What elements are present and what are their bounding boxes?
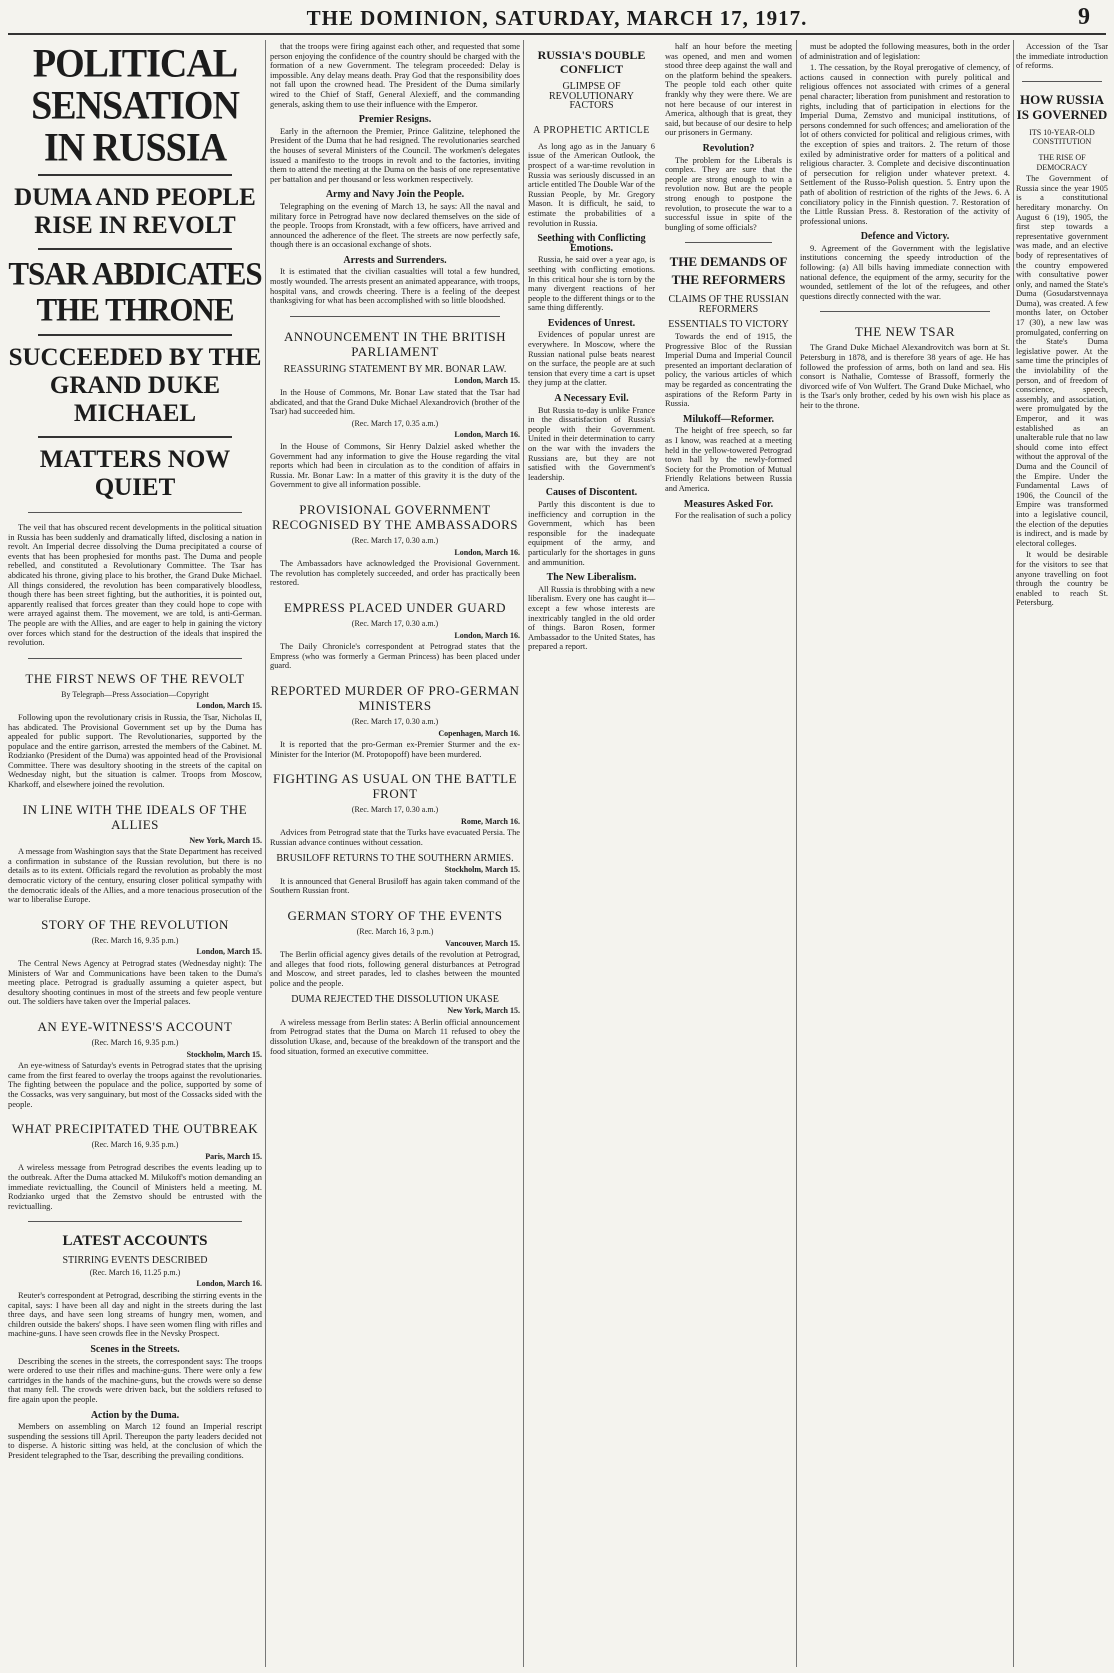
dateline: New York, March 15.: [447, 1006, 520, 1016]
section-heading: ANNOUNCEMENT IN THE BRITISH PARLIAMENT: [283, 328, 507, 359]
article-paragraph: Evidences of popular unrest are everywhere. In Moscow, where the Russian national pulse beats nearest on the surface, the people are at such tension that every time a cart is upset they jump at the clatter.: [528, 330, 655, 388]
dateline: London, March 16.: [454, 547, 520, 557]
dateline: London, March 15.: [454, 376, 520, 386]
subheading: Army and Navy Join the People.: [325, 189, 465, 201]
section-heading: A PROPHETIC ARTICLE: [533, 124, 650, 136]
section-heading: EMPRESS PLACED UNDER GUARD: [283, 599, 507, 615]
received-line: (Rec. March 17, 0.30 a.m.): [351, 805, 439, 815]
subsection-heading: ESSENTIALS TO VICTORY: [668, 319, 789, 331]
main-headline: POLITICAL SENSATION IN RUSSIA: [31, 41, 239, 171]
subheading: Premier Resigns.: [358, 114, 432, 126]
dateline: London, March 16.: [454, 430, 520, 440]
column-4: [800, 40, 1010, 1669]
dateline: London, March 16.: [196, 1279, 262, 1289]
divider: [685, 242, 772, 243]
headline-grand-duke: SUCCEEDED BY THE GRAND DUKE MICHAEL: [8, 344, 262, 427]
subheading: Milukoff—Reformer.: [683, 413, 774, 425]
intro-paragraph: The veil that has obscured recent developments in the political situation in Russia has been suddenly and dramatically lifted, disclosing a nation in revolt. An Imperial decree dissolving the Duma precipitated a course of events that has been prophesied for months past. The Duma and people rebelled, and constituted a Revolutionary Committee. The Tsar has abdicated his throne, giving place to his brother, the Grand Duke Michael. All things considered, the revolution has been comparatively bloodless, though there has been street fighting, but the authorities, it is pointed out, apparently realised that forces greater than they could hope to cope with were arrayed against them. The movement, we are told, is anti-German. The people are with the Allies, and are eager to help in gaining the victory over forces which stand for the destruction of the ideals that inspired the revolution.: [8, 523, 262, 648]
subheading: Causes of Discontent.: [545, 487, 638, 499]
received-line: (Rec. March 17, 0.30 a.m.): [351, 535, 439, 545]
dateline: Paris, March 15.: [205, 1151, 262, 1161]
received-line: (Rec. March 16, 9.35 p.m.): [91, 1037, 179, 1047]
divider: [290, 316, 500, 317]
article-paragraph: In the House of Commons, Mr. Bonar Law stated that the Tsar had abdicated, and that the Grand Duke Michael Alexandrovich (brother of the Tsar) had succeeded him.: [270, 388, 520, 417]
dateline: Copenhagen, March 16.: [438, 728, 520, 738]
article-paragraph: Members on assembling on March 12 found an Imperial rescript suspending the sessions till April. Thereupon the party leaders decided not to disperse. A historic sitting was held, at the conclusion of which the President telegraphed to the Tsar, describing the prevailing conditions.: [8, 1422, 262, 1460]
column-divider: [523, 40, 524, 1667]
article-paragraph: Early in the afternoon the Premier, Prince Galitzine, telephoned the President of the Duma that he had resigned. The revolutionaries searched the houses of several Ministers of the Council. The workmen's delegates issued a manifesto to the troops in revolt and to the factories, inviting them to attend the meeting at the Duma on the basis of one representative per battalion and per thousand or less workmen respectively.: [270, 126, 520, 184]
article-paragraph: A message from Washington says that the State Department has received a confirmation in substance of the Russian revolution, but there is no details as to its extent. Officials regard the revolution as probably the most democratic victory of the century, ensuring closer political sympathy with the democratic ideals of the Allies, and a more tenacious prosecution of the war to liberalise Europe.: [8, 847, 262, 905]
article-paragraph: It is estimated that the civilian casualties will total a few hundred, mostly wounded. The arrests present an animated appearance, with troops, hospital vans, and crowds cheering. There is a feeling of the deepest thanksgiving for what has been accomplished with so little bloodshed.: [270, 267, 520, 306]
article-paragraph: It would be desirable for the visitors to see that anyone travelling on foot through the country be enabled to reach St. Petersburg.: [1016, 550, 1108, 608]
article-paragraph: Advices from Petrograd state that the Turks have evacuated Persia. The Russian advance continues without cessation.: [270, 828, 520, 848]
article-paragraph: The Ambassadors have acknowledged the Provisional Government. The revolution has completely succeeded, and order has practically been restored.: [270, 559, 520, 588]
article-paragraph: Describing the scenes in the streets, the correspondent says: The troops were ordered to use their rifles and machine-guns. There were only a few cartridges in the hands of the machine-guns, but the crowds were so dense that many fell. The crowds were driven back, but the soldiers refused to fire again upon the people.: [8, 1356, 262, 1404]
article-paragraph: 9. Agreement of the Government with the legislative institutions concerning the speedy introduction of the following: (a) All bills having immediate connection with national defence, the equipment of the army, security for the wounded, settlement of the lot of the refugees, and other questions directly connected with the war.: [800, 243, 1010, 301]
section-heading: LATEST ACCOUNTS: [62, 1233, 208, 1250]
section-heading: THE FIRST NEWS OF THE REVOLT: [25, 670, 245, 686]
section-heading: FIGHTING AS USUAL ON THE BATTLE FRONT: [272, 771, 518, 802]
article-paragraph: Towards the end of 1915, the Progressive Bloc of the Russian Imperial Duma and Imperial Council presented an important declaration of policy, the various articles of which may be regarded as concentrating the aspirations of the Reform Party in Russia.: [665, 332, 792, 409]
received-line: (Rec. March 16, 11.25 p.m.): [89, 1267, 181, 1277]
masthead: [0, 0, 1114, 40]
dateline: Vancouver, March 15.: [445, 938, 520, 948]
subheading: Measures Asked For.: [683, 498, 774, 510]
article-paragraph: Reuter's correspondent at Petrograd, describing the stirring events in the capital, says: I have been all day and night in the streets during the last three days, and have seen long streams of hungry men, women, and children outside the bakers' shops. I have seen women fling with rifles and machine-guns. I have seen crowds flee in the Nevsky Prospect.: [8, 1291, 262, 1339]
dateline: London, March 15.: [196, 701, 262, 711]
divider: [28, 1221, 242, 1222]
article-paragraph: But Russia to-day is unlike France in the dissatisfaction of Russia's people with their Government. United in their determination to carry on the war with the invaders the Russians are, but they are not satisfied with the Government's leadership.: [528, 405, 655, 482]
subheading: Seething with Conflicting Emotions.: [537, 233, 646, 254]
article-paragraph: The Daily Chronicle's correspondent at Petrograd states that the Empress (who was formerly a German Princess) has been placed under guard.: [270, 642, 520, 671]
article-paragraph: An eye-witness of Saturday's events in Petrograd states that the uprising came from the first feared to overlay the troops against the revolutionaries. The fighting between the populace and the police, supported by some of the Cossacks, was very sanguinary, but most of the Cossacks sided with the people.: [8, 1061, 262, 1109]
dateline: Stockholm, March 15.: [444, 865, 520, 875]
received-line: (Rec. March 17, 0.30 a.m.): [351, 716, 439, 726]
subsection-heading: STIRRING EVENTS DESCRIBED: [62, 1255, 208, 1267]
divider: [820, 311, 990, 312]
divider: [38, 174, 232, 176]
article-paragraph: As long ago as in the January 6 issue of the American Outlook, the prospect of a war-time revolution in Russia was seriously discussed in an article entitled The Double War of the Russian People, by Mr. Gregory Mason. It is difficult, he said, to estimate the probabilities of a revolution in Russia.: [528, 141, 655, 228]
section-heading: THE NEW TSAR: [854, 324, 956, 340]
dateline: London, March 15.: [196, 947, 262, 957]
subsection-heading: ITS 10-YEAR-OLD CONSTITUTION: [1029, 127, 1095, 147]
article-paragraph: that the troops were firing against each other, and requested that some person enjoying the confidence of the country should be charged with the formation of a new Government. The telegram proceeded: Delay is impossible. Any delay means death. Pray God that the responsibility does not fall upon the crowned head. The President of the Duma similarly wired to the Chief of Staff, General Alexieff, and the commanding generals, asking them to use their influence with the Emperor.: [270, 42, 520, 109]
article-paragraph: The Government of Russia since the year 1905 is a constitutional hereditary monarchy. On August 6 (19), 1905, the first step towards a representative government was made, and an elective body of representatives of the country empowered with consultative power only, and named the State's Duma (Gosudarstvennaya Duma), was created. A few months later, on October 17 (30), a new law was promulgated, conferring on the State's Duma legislative power. At the same time the principles of the inviolability of the person, and of freedom of conscience, speech, assembly, and association, were promulgated by the Emperor, and it was established as an unalterable rule that no law should come into effect without the approval of the Duma and the Council of the Empire. Under the Fundamental Laws of 1906, the Council of the Empire was transformed into a legislative council, the election of the deputies is indirect, and is made by electoral colleges.: [1016, 174, 1108, 548]
article-paragraph: Russia, he said over a year ago, is seething with conflicting emotions. In this critical hour she is torn by the many divergent reactions of her people to the different things or to the same thing differently.: [528, 255, 655, 313]
article-paragraph: Following upon the revolutionary crisis in Russia, the Tsar, Nicholas II, has abdicated. The Provisional Government set up by the Duma has appealed for public support. The Revolutionaries, supported by the populace and the entire garrison, arrested the members of the Cabinet. M. Rodzianko (President of the Duma) was appointed head of the Provisional Committee. There was desultory shooting in the streets of the capital on Wednesday night, but the situation is calmer. Troops from Moscow, Kharkoff, and elsewhere joined the revolution.: [8, 712, 262, 790]
article-paragraph: The Grand Duke Michael Alexandrovitch was born at St. Petersburg in 1878, and is therefore 38 years of age. He has followed the profession of arms, both on land and sea. His consort is Nathalie, Comtesse of Brassoff, formerly the divorced wife of Von Wulfert. The Grand Duke Michael, who is the Tsar's only brother, ceded by his own wish his place as heir to the throne.: [800, 343, 1010, 410]
subheading: Scenes in the Streets.: [90, 1344, 180, 1356]
section-heading: RUSSIA'S DOUBLE CONFLICT: [537, 48, 646, 76]
article-paragraph: All Russia is throbbing with a new liberalism. Every one has caught it—except a few whose interests are inextricably tangled in the old order of things. Baron Rosen, former Ambassador to the United States, has prepared a report.: [528, 584, 655, 652]
dateline: Rome, March 16.: [461, 816, 520, 826]
received-line: (Rec. March 16, 3 p.m.): [356, 927, 434, 937]
article-paragraph: It is announced that General Brusiloff has again taken command of the Southern Russian front.: [270, 876, 520, 896]
column-3: [528, 40, 792, 1669]
headline-tsar-abdicates: TSAR ABDICATES THE THRONE: [8, 255, 262, 328]
section-heading: AN EYE-WITNESS'S ACCOUNT: [37, 1018, 233, 1034]
section-heading: THE DEMANDS OF THE REFORMERS: [669, 254, 788, 288]
byline: By Telegraph—Press Association—Copyright: [61, 689, 209, 699]
page-number: 9: [1078, 4, 1090, 30]
subsection-heading: THE RISE OF DEMOCRACY: [1036, 152, 1088, 172]
section-heading: STORY OF THE REVOLUTION: [41, 916, 229, 932]
headline-matters-quiet: MATTERS NOW QUIET: [39, 446, 231, 501]
article-paragraph: The height of free speech, so far as I know, was reached at a meeting held in the yellow-towered Petrograd town hall by the newly-formed Society for the Promotion of Mutual Friendly Relations between Russia and America.: [665, 426, 792, 493]
dateline: Stockholm, March 15.: [186, 1049, 262, 1059]
article-paragraph: For the realisation of such a policy: [675, 511, 792, 521]
column-divider: [1013, 40, 1014, 1667]
received-line: (Rec. March 16, 9.35 p.m.): [91, 935, 179, 945]
article-paragraph: half an hour before the meeting was opened, and men and women stood three deep against the wall and on the platform behind the speakers. The people told each other quite frankly why they were there. We are not here because of our interest in America, although that is great, they said, but because of our desire to help our prisoners in Germany.: [665, 42, 792, 138]
received-line: (Rec. March 16, 9.35 p.m.): [91, 1140, 179, 1150]
divider: [38, 334, 232, 336]
subsection-heading: REASSURING STATEMENT BY MR. BONAR LAW.: [283, 363, 507, 375]
subsection-heading: BRUSILOFF RETURNS TO THE SOUTHERN ARMIES.: [276, 852, 514, 864]
article-paragraph: 1. The cessation, by the Royal prerogative of clemency, of actions caused in connection with purely political and religious offences not associated with crimes of a general penal character; liberation from punishment and restoration to rights, including that of participation in elections for the Imperial Duma, Zemstvo and municipal institutions, of persons condemned for such offences; and amelioration of the lot of others convicted for political and religious crimes, with the exception of spies and traitors. 2. The return of those exiled by administrative order for matters of a political and religious character. 3. Complete and decisive discontinuation of persecution for religion under whatever pretext. 4. Settlement of the Russo-Polish question. 5. Entry upon the path of abolition of restriction of the rights of the Jews. 6. A conciliatory policy in the Finnish question. 7. Restoration of the Little Russian Press. 8. Restoration of the activity of professional unions.: [800, 63, 1010, 226]
article-paragraph: A wireless message from Petrograd describes the events leading up to the outbreak. After the Duma attacked M. Milukoff's motion demanding an immediate revictualling, the Council of Ministers held a meeting. M. Rodzianko urged that the Zemstvo should be entrusted with the revictualling.: [8, 1163, 262, 1211]
section-heading: IN LINE WITH THE IDEALS OF THE ALLIES: [22, 801, 248, 832]
article-paragraph: In the House of Commons, Sir Henry Dalziel asked whether the Government had any information to give the House regarding the vital reports which had been in circulation as to the condition of affairs in Russia. Mr. Bonar Law: In a matter of this gravity it is the duty of the Government to give all information possible.: [270, 442, 520, 490]
column-5: [1016, 40, 1108, 1669]
column-divider: [265, 40, 266, 1667]
column-2: [270, 40, 520, 1669]
dateline: New York, March 15.: [189, 835, 262, 845]
subheading: Revolution?: [702, 142, 755, 154]
section-heading: REPORTED MURDER OF PRO-GERMAN MINISTERS: [270, 682, 520, 713]
divider: [38, 248, 232, 250]
received-line: (Rec. March 17, 0.30 a.m.): [351, 618, 439, 628]
article-paragraph: A wireless message from Berlin states: A Berlin official announcement from Petrograd states that the Duma on March 11 refused to obey the dissolution Ukase, and, because of the breakdown of the transport and the food situation, formed an executive committee.: [270, 1017, 520, 1056]
divider: [1022, 81, 1102, 82]
column-1: [8, 40, 262, 1669]
article-paragraph: The Central News Agency at Petrograd states (Wednesday night): The Ministers of War and Communications have been taken to the Duma's meeting place. Petrograd is gradually assuming a quieter aspect, but desultory shooting continues in most of the streets and few people venture out. The soldiers have taken over the Imperial palaces.: [8, 959, 262, 1007]
column-divider: [796, 40, 797, 1667]
subheading: Defence and Victory.: [860, 231, 950, 243]
dateline: London, March 16.: [454, 630, 520, 640]
section-heading: PROVISIONAL GOVERNMENT RECOGNISED BY THE AMBASSADORS: [271, 501, 518, 532]
article-paragraph: It is reported that the pro-German ex-Premier Sturmer and the ex-Minister for the Interior (M. Protopopoff) have been murdered.: [270, 740, 520, 759]
article-paragraph: must be adopted the following measures, both in the order of administration and of legislation:: [800, 42, 1010, 61]
column-3-right: [665, 40, 792, 654]
subheading: The New Liberalism.: [546, 572, 637, 584]
subsection-heading: DUMA REJECTED THE DISSOLUTION UKASE: [291, 993, 499, 1005]
masthead-rule: [8, 33, 1106, 35]
divider: [38, 436, 232, 438]
newspaper-masthead-title: THE DOMINION, SATURDAY, MARCH 17, 1917.: [306, 6, 808, 30]
column-3-left: [528, 40, 655, 654]
subsection-heading: CLAIMS OF THE RUSSIAN REFORMERS: [668, 294, 789, 315]
article-paragraph: The problem for the Liberals is complex. They are sure that the people are strong enough to win a revolution now. But are the people strong enough to postpone the revolution, to prosecute the war to a successful issue in spite of the bungling of some officials?: [665, 155, 792, 232]
received-line: (Rec. March 17, 0.35 a.m.): [351, 418, 439, 428]
headline-duma-revolt: DUMA AND PEOPLE RISE IN REVOLT: [14, 184, 256, 239]
article-paragraph: Partly this discontent is due to inefficiency and corruption in the Government, which has been responsible for the inadequate equipment of the army, and particularly for the shortages in guns and ammunition.: [528, 499, 655, 567]
article-paragraph: Accession of the Tsar the immediate introduction of reforms.: [1016, 42, 1108, 71]
section-heading: GERMAN STORY OF THE EVENTS: [287, 908, 503, 924]
subheading: Action by the Duma.: [90, 1409, 180, 1421]
subheading: Arrests and Surrenders.: [343, 254, 447, 266]
article-paragraph: Telegraphing on the evening of March 13, he says: All the naval and military force in Petrograd have now declared themselves on the side of the people. Troops from Kronstadt, with a few officers, have arrived and announced the adherence of the fleet. The streets are now perfectly safe, though there is an occasional exchange of shots.: [270, 201, 520, 250]
divider: [28, 658, 242, 659]
section-heading: HOW RUSSIA IS GOVERNED: [1016, 91, 1108, 122]
subheading: A Necessary Evil.: [554, 393, 629, 405]
subheading: Evidences of Unrest.: [547, 317, 636, 329]
article-paragraph: The Berlin official agency gives details of the revolution at Petrograd, and alleges that food riots, following general disturbances at Petrograd and Moscow, and street parades, led to clashes between the mounted police and the people.: [270, 950, 520, 988]
subsection-heading: GLIMPSE OF REVOLUTIONARY FACTORS: [549, 81, 634, 112]
section-heading: WHAT PRECIPITATED THE OUTBREAK: [11, 1121, 259, 1137]
divider: [28, 512, 242, 513]
